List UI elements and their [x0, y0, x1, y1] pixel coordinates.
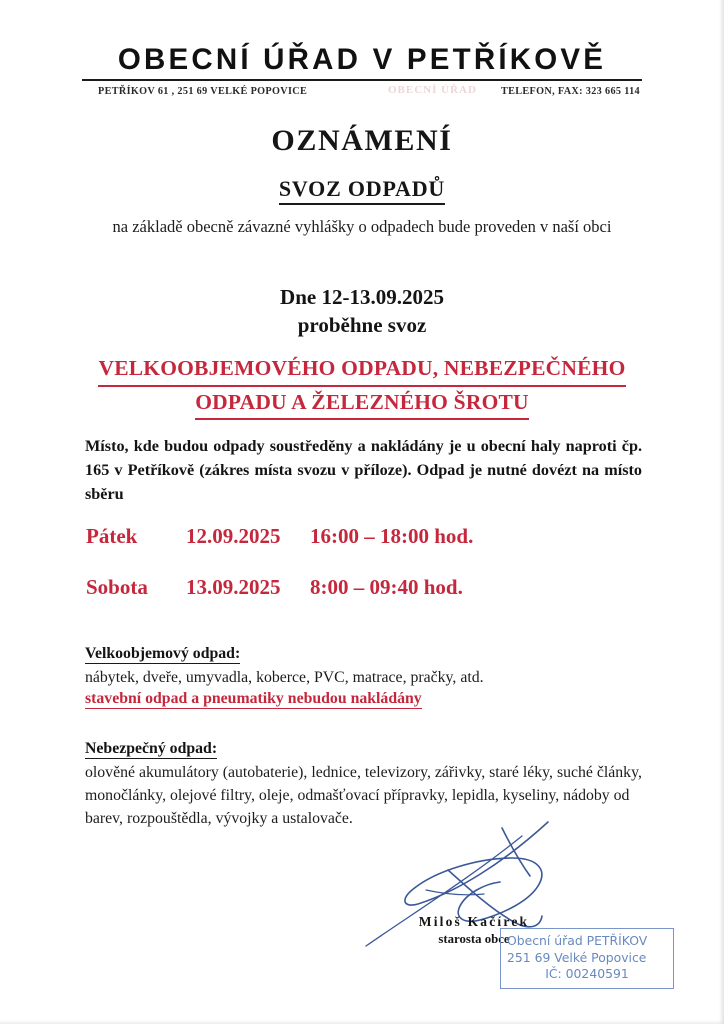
- schedule-day: Pátek: [86, 524, 138, 548]
- section-body: nábytek, dveře, umyvadla, koberce, PVC, matrace, pračky, atd.: [85, 669, 484, 686]
- office-title: OBECNÍ ÚŘAD V PETŘÍKOVĚ: [117, 43, 607, 76]
- stamp-line-address: 251 69 Velké Popovice: [507, 949, 647, 965]
- section-heading-text: Nebezpečný odpad:: [85, 740, 218, 757]
- header-contact-row: [82, 86, 642, 97]
- schedule-time: 8:00 – 09:40 hod.: [310, 575, 463, 599]
- waste-type-headline-line1: VELKOOBJEMOVÉHO ODPADU, NEBEZPEČNÉHO: [98, 353, 625, 387]
- date-line: Dne 12-13.09.2025: [280, 285, 444, 309]
- waste-type-headline-line2: ODPADU A ŽELEZNÉHO ŠROTU: [195, 387, 529, 421]
- office-address: PETŘÍKOV 61 , 251 69 VELKÉ POPOVICE: [98, 85, 308, 97]
- schedule-time: 16:00 – 18:00 hod.: [310, 524, 474, 548]
- section-body: olověné akumulátory (autobaterie), lednice, televizory, zářivky, staré léky, suché články, monočlánky, olejové filtry, oleje, odmašťovací přípravky, lepidla, kyseliny, nádoby od barev, rozpouštědla, vývojky a ustalovače.: [85, 764, 642, 828]
- collection-place-paragraph: Místo, kde budou odpady soustředěny a nakládány je u obecní haly naproti čp. 165 v Petříkově (zákres místa svozu v příloze). Odpad je nutné dovézt na místo sběru: [85, 437, 642, 503]
- section-heading: [85, 645, 655, 663]
- stamp-line-ico: IČ: 00240591: [545, 966, 629, 982]
- intro-text: na základě obecně závazné vyhlášky o odpadech bude proveden v naší obci: [112, 217, 612, 236]
- page-subtitle: [0, 176, 724, 202]
- schedule-date: 12.09.2025: [186, 524, 281, 548]
- schedule-day: Sobota: [86, 575, 148, 599]
- section-heading-text: Velkoobjemový odpad:: [85, 645, 241, 662]
- section-heading: [85, 740, 655, 758]
- date-block: [0, 283, 724, 340]
- page-subtitle-text: SVOZ ODPADŮ: [279, 176, 445, 205]
- scan-edge-bottom: [0, 1020, 724, 1024]
- page-title: OZNÁMENÍ: [271, 124, 453, 157]
- signer-role: starosta obce: [438, 932, 510, 946]
- official-stamp: [500, 928, 674, 989]
- scan-edge-right: [719, 0, 724, 1024]
- faint-watermark: OBECNÍ ÚŘAD: [388, 84, 477, 96]
- signer-name: Miloš Kačírek: [418, 914, 530, 929]
- waste-type-headline: [62, 353, 662, 420]
- section-note-text: stavební odpad a pneumatiky nebudou nakládány: [85, 690, 422, 708]
- schedule-row: [86, 524, 646, 549]
- stamp-line-office: Obecní úřad PETŘÍKOV: [507, 933, 648, 948]
- header-divider: [82, 79, 642, 81]
- date-subline: proběhne svoz: [297, 313, 427, 338]
- schedule-row: [86, 575, 646, 600]
- collection-schedule: [86, 524, 646, 626]
- section-bulky-waste: [85, 645, 655, 708]
- schedule-date: 13.09.2025: [186, 575, 281, 599]
- office-phone: TELEFON, FAX: 323 665 114: [500, 85, 640, 97]
- letterhead: [82, 44, 642, 97]
- section-note: [85, 690, 655, 708]
